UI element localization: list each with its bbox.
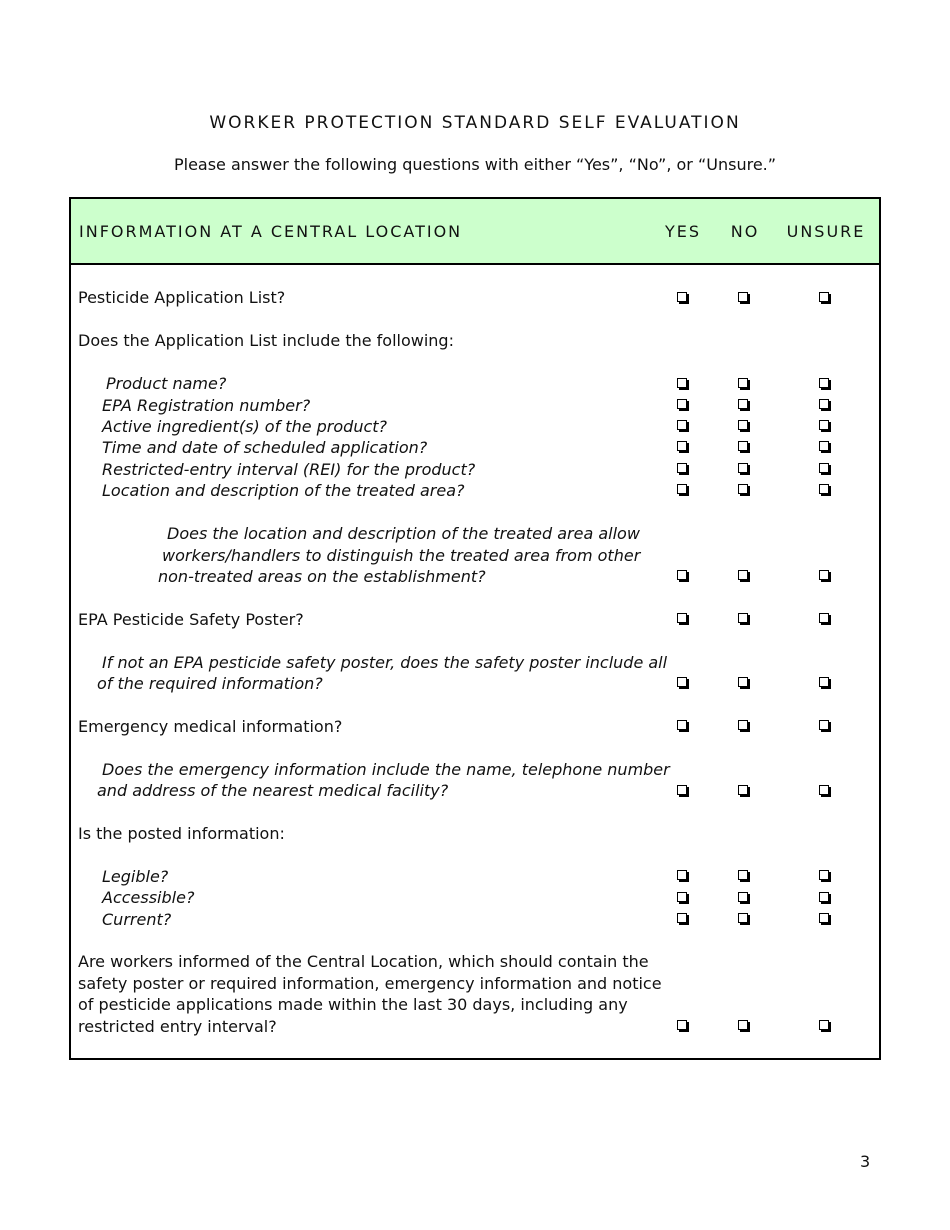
question-safety-poster: EPA Pesticide Safety Poster? [78,610,304,629]
question-poster-required-line-1: If not an EPA pesticide safety poster, does the safety poster include all [102,653,668,672]
checkbox-no[interactable] [738,613,748,623]
checkbox-yes[interactable] [677,292,687,302]
checkbox-unsure[interactable] [819,463,829,473]
checkbox-yes[interactable] [677,720,687,730]
question-workers-informed-line-2: safety poster or required information, emergency information and notice [78,974,662,993]
question-active-ingredients: Active ingredient(s) of the product? [102,417,388,436]
checkbox-yes[interactable] [677,892,687,902]
evaluation-table [69,197,881,1060]
question-legible: Legible? [102,867,169,886]
checkbox-unsure[interactable] [819,378,829,388]
checkbox-unsure[interactable] [819,399,829,409]
column-no: NO [730,222,760,241]
checkbox-yes[interactable] [677,463,687,473]
question-poster-required-line-2: of the required information? [97,674,323,693]
checkbox-unsure[interactable] [819,785,829,795]
question-workers-informed-line-4: restricted entry interval? [78,1017,277,1036]
question-epa-registration: EPA Registration number? [102,396,311,415]
checkbox-yes[interactable] [677,677,687,687]
checkbox-yes[interactable] [677,785,687,795]
checkbox-unsure[interactable] [819,441,829,451]
checkbox-no[interactable] [738,870,748,880]
checkbox-no[interactable] [738,441,748,451]
column-yes: YES [664,222,702,241]
checkbox-unsure[interactable] [819,913,829,923]
checkbox-yes[interactable] [677,613,687,623]
question-application-list-includes: Does the Application List include the following: [78,331,454,350]
checkbox-no[interactable] [738,677,748,687]
checkbox-no[interactable] [738,378,748,388]
table-header [71,199,879,265]
checkbox-yes[interactable] [677,870,687,880]
section-title: INFORMATION AT A CENTRAL LOCATION [79,222,463,241]
question-accessible: Accessible? [102,888,195,907]
question-time-date: Time and date of scheduled application? [102,438,428,457]
checkbox-unsure[interactable] [819,420,829,430]
question-location-description: Location and description of the treated area? [102,481,465,500]
checkbox-yes[interactable] [677,570,687,580]
checkbox-unsure[interactable] [819,1020,829,1030]
checkbox-no[interactable] [738,913,748,923]
checkbox-no[interactable] [738,292,748,302]
question-emergency-facility-line-2: and address of the nearest medical facility? [97,781,449,800]
document-instructions: Please answer the following questions with either “Yes”, “No”, or “Unsure.” [173,155,777,174]
checkbox-yes[interactable] [677,484,687,494]
checkbox-yes[interactable] [677,399,687,409]
document-title: WORKER PROTECTION STANDARD SELF EVALUATION [209,113,741,133]
checkbox-unsure[interactable] [819,677,829,687]
checkbox-yes[interactable] [677,441,687,451]
question-distinguish-line-2: workers/handlers to distinguish the treated area from other [162,546,641,565]
column-unsure: UNSURE [786,222,866,241]
checkbox-no[interactable] [738,785,748,795]
page-number: 3 [860,1152,871,1171]
question-rei: Restricted-entry interval (REI) for the product? [102,460,476,479]
checkbox-unsure[interactable] [819,484,829,494]
question-product-name: Product name? [106,374,227,393]
question-emergency-info: Emergency medical information? [78,717,343,736]
checkbox-yes[interactable] [677,420,687,430]
question-current: Current? [102,910,172,929]
question-application-list: Pesticide Application List? [78,288,286,307]
question-workers-informed-line-3: of pesticide applications made within the last 30 days, including any [78,995,628,1014]
checkbox-no[interactable] [738,463,748,473]
checkbox-unsure[interactable] [819,720,829,730]
checkbox-no[interactable] [738,420,748,430]
question-workers-informed-line-1: Are workers informed of the Central Location, which should contain the [78,952,649,971]
question-posted-information: Is the posted information: [78,824,285,843]
question-distinguish-line-3: non-treated areas on the establishment? [158,567,486,586]
question-emergency-facility-line-1: Does the emergency information include the name, telephone number [102,760,670,779]
checkbox-yes[interactable] [677,378,687,388]
checkbox-unsure[interactable] [819,570,829,580]
checkbox-no[interactable] [738,720,748,730]
checkbox-yes[interactable] [677,913,687,923]
checkbox-unsure[interactable] [819,613,829,623]
checkbox-yes[interactable] [677,1020,687,1030]
question-distinguish-line-1: Does the location and description of the treated area allow [167,524,640,543]
checkbox-no[interactable] [738,484,748,494]
checkbox-unsure[interactable] [819,292,829,302]
checkbox-no[interactable] [738,1020,748,1030]
checkbox-unsure[interactable] [819,892,829,902]
checkbox-no[interactable] [738,892,748,902]
checkbox-no[interactable] [738,570,748,580]
checkbox-no[interactable] [738,399,748,409]
checkbox-unsure[interactable] [819,870,829,880]
